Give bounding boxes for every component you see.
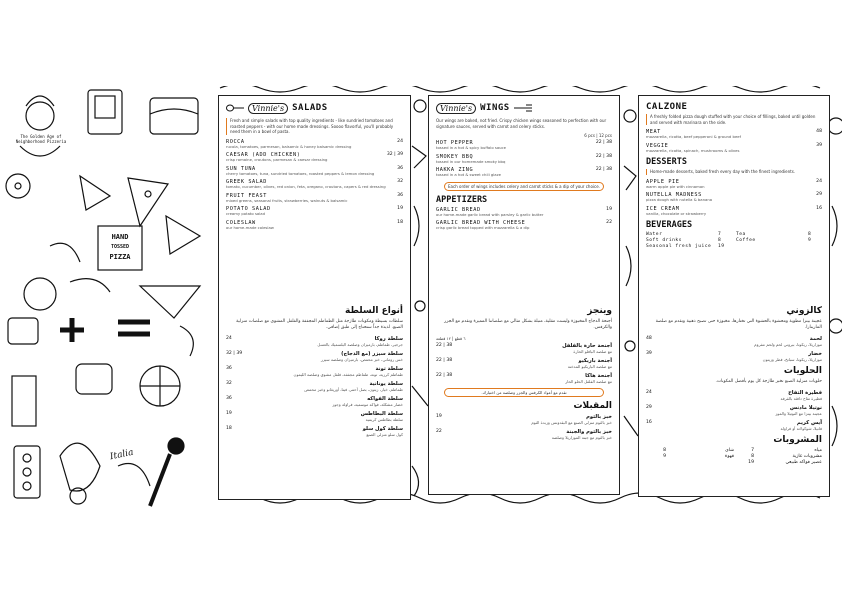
menu-item-price: 22 | 38	[595, 153, 612, 159]
english-section	[436, 100, 612, 308]
hand-tossed-label	[100, 232, 140, 262]
arabic-appetizers-title: المقبلات	[573, 401, 612, 411]
beverage-name: عصير فواكه طبيعي	[785, 460, 822, 465]
menu-panel-salads	[218, 95, 411, 500]
brand-badge: Vinnie's	[248, 103, 288, 114]
menu-item-name: VEGGIE	[646, 142, 669, 149]
arabic-item-price: 39	[646, 351, 652, 356]
leaf-doodle	[80, 176, 110, 210]
arabic-item-name: نوتيلا مادنس	[789, 405, 822, 411]
arabic-menu-item	[226, 336, 403, 347]
arabic-calzone-title: كالزوني	[786, 306, 822, 316]
menu-item-description: mozzarella, ricotta, beef pepperoni & ground beef	[646, 134, 741, 139]
menu-item	[436, 140, 612, 151]
menu-item-description: our home-made coleslaw	[226, 225, 274, 231]
menu-item-price: 24	[397, 138, 403, 144]
menu-item-description: mozzarella, ricotta, spinach, mushrooms & olives	[646, 147, 740, 153]
menu-item-description: tomato, cucumber, olives, red onion, feta, oregano, croutons, capers & red dressing	[226, 184, 386, 190]
arabic-menu-item	[436, 358, 612, 369]
arabic-item-price: 22 | 38	[436, 373, 453, 378]
arabic-item-name: خضار	[808, 351, 822, 357]
menu-item-description: crisp romaine, croutons, parmesan & caesar dressing	[226, 157, 328, 163]
menu-item	[646, 179, 822, 190]
arabic-intro: سلطات بسيطة ومكونات طازجة مثل الطماطم المجففة والفلفل المشوي مع صلصات منزلية الصنع. لذيذة جداً ستحتاج إلى طبق إضافي.	[236, 319, 403, 330]
beverages-title: BEVERAGES	[646, 220, 693, 231]
english-section	[226, 100, 403, 308]
menu-item-price: 48	[816, 129, 822, 134]
menu-item	[436, 154, 612, 165]
menu-item-name: APPLE PIE	[646, 178, 680, 185]
beverage-price: 8	[718, 238, 722, 244]
beverage-name: مشروبات غازية	[792, 454, 822, 459]
menu-item-price: 18	[397, 220, 403, 226]
beverage-price: 8	[808, 232, 812, 238]
arabic-item-description: موزاريلا، ريكوتا، ببروني لحم ولحم مفروم	[754, 342, 822, 347]
portion-headers: 6 pcs | 12 pcs	[584, 133, 612, 138]
hand-tossed-line-2: TOSSED	[110, 244, 130, 250]
cake-doodle	[150, 98, 198, 134]
menu-panel-wings	[428, 95, 620, 495]
menu-item-description: creamy potato salad	[226, 211, 266, 217]
arabic-appetizers-list	[436, 414, 612, 440]
arabic-item-price: 29	[646, 405, 652, 410]
arabic-menu-item	[226, 351, 403, 362]
arabic-menu-list	[226, 336, 403, 437]
arabic-item-name: خبز بالثوم	[586, 414, 612, 420]
plus-doodle	[60, 318, 84, 342]
arabic-item-description: كول سلو منزلي الصنع	[366, 432, 403, 437]
hand-tossed-line-1: HAND	[111, 233, 129, 241]
arabic-beverages-grid	[646, 448, 822, 465]
arabic-item-name: سلطة يونانية	[369, 381, 403, 387]
menu-item	[436, 207, 612, 218]
beverage-name: شاي	[725, 448, 734, 453]
arabic-menu-item	[226, 411, 403, 422]
chef-head-doodle	[26, 102, 54, 130]
brand-badge: Vinnie's	[436, 103, 476, 114]
menu-item-name: SMOKEY BBQ	[436, 153, 474, 160]
menu-item-description: pizza dough with nutella & banana	[646, 197, 713, 203]
arabic-item-description: مع صلصة البافلو الحارة	[573, 349, 612, 354]
arabic-section	[436, 304, 612, 492]
arabic-menu-item	[226, 381, 403, 392]
menu-item-description: tossed in a hot & sweet chili glaze	[436, 172, 501, 178]
menu-item-description: vanilla, chocolate or strawberry	[646, 210, 707, 216]
arabic-item-name: سلطة سيزر (مع الدجاج)	[341, 351, 403, 357]
arabic-item-price: 36	[226, 366, 232, 371]
arabic-wings-list	[436, 343, 612, 384]
arabic-menu-item	[226, 366, 403, 377]
arabic-item-price: 48	[646, 336, 652, 341]
menu-item-description: crisp garlic bread topped with mozzarella & a dip	[436, 225, 530, 231]
menu-item-name: GREEK SALAD	[226, 179, 267, 186]
arabic-item-price: 24	[226, 336, 232, 341]
arabic-item-name: أجنحة حارة بالفلفل	[562, 343, 612, 349]
menu-item-price: 16	[816, 205, 822, 211]
menu-item-name: HAKKA ZING	[436, 167, 474, 174]
equals-doodle	[118, 322, 150, 334]
arabic-portion-headers: ٦ قطع | ١٢ قطعة	[436, 336, 466, 341]
arabic-item-name: أجنحة باربكيو	[578, 358, 612, 364]
arabic-item-description: مع صلصة الباربكيو المدخنة	[567, 364, 612, 369]
arabic-menu-item	[646, 390, 822, 401]
menu-item-description: tossed in a hot & spicy buffalo sauce	[436, 145, 506, 150]
section-title: SALADS	[292, 103, 328, 113]
arabic-item-price: 32 | 39	[226, 351, 243, 356]
arabic-portion-small: ٦ قطع	[454, 336, 466, 341]
arabic-item-price: 32	[226, 381, 232, 386]
menu-item	[436, 220, 612, 231]
menu-item-description: rucola, tomatoes, parmesan, balsamic & honey balsamic dressing	[226, 143, 352, 149]
arabic-calzone-intro: عجينة بيتزا مطوية ومحشوة بالحشوة التي تختارها، مخبوزة حتى تصبح ذهبية وتقدم مع صلصة المارينارا.	[655, 319, 822, 330]
arabic-item-price: 18	[226, 426, 232, 431]
italia-script: Italia	[109, 447, 135, 463]
arabic-item-description: جرجير، طماطم، بارميزان وصلصة البلسميك بالعسل	[317, 342, 403, 347]
appetizers-list	[436, 207, 612, 231]
menu-item-price: 19	[606, 206, 612, 212]
menu-item-price: 32	[397, 179, 403, 185]
menu-item-price: 39	[816, 142, 822, 148]
beverage-price: 19	[748, 460, 754, 465]
arabic-item-price: 22 | 38	[436, 358, 453, 363]
beverage-name: Coffee	[736, 238, 756, 244]
arabic-item-price: 22	[436, 429, 442, 434]
arabic-desserts-list	[646, 390, 822, 431]
hand-tossed-line-3: PIZZA	[109, 253, 131, 261]
arabic-menu-item	[226, 426, 403, 437]
arabic-item-price: 22 | 38	[436, 343, 453, 348]
arabic-menu-item	[436, 429, 612, 440]
arabic-section	[646, 304, 822, 494]
arabic-item-description: خس روماني، خبز محمص، بارميزان وصلصة سيزر	[320, 357, 403, 362]
beverage-price: 7	[718, 232, 722, 238]
menu-item-price: 32 | 39	[386, 152, 403, 158]
doodle-badge: The Golden Age of Neighborhood Pizzeria	[15, 134, 67, 144]
arabic-menu-item	[436, 414, 612, 425]
menu-item	[226, 166, 403, 177]
arabic-item-name: آيس كريم	[796, 420, 822, 426]
arabic-menu-item	[646, 336, 822, 347]
beverage-name: Tea	[736, 232, 746, 238]
arabic-item-description: عجينة بيتزا مع النوتيلا والموز	[775, 411, 822, 416]
arabic-beverages-title: المشروبات	[773, 435, 822, 445]
arabic-section-title: أنواع السلطة	[345, 306, 403, 316]
pizza-circle-doodle	[6, 174, 30, 198]
section-header	[436, 100, 612, 116]
menu-item-price: 24	[816, 178, 822, 184]
beverage-price: 8	[751, 454, 754, 459]
menu-item-description: cherry tomatoes, tuna, sundried tomatoes, roasted peppers & lemon dressing	[226, 170, 375, 176]
menu-item-name: FRUIT FEAST	[226, 192, 267, 199]
scooter-doodle	[60, 443, 100, 491]
calzone-list	[646, 129, 822, 153]
tower-doodle	[12, 376, 36, 426]
menu-item	[226, 179, 403, 190]
menu-item	[646, 129, 822, 140]
menu-item-name: ICE CREAM	[646, 205, 680, 212]
section-header	[226, 100, 403, 116]
arabic-item-name: سلطة الفواكه	[367, 396, 403, 402]
menu-item-name: SUN TUNA	[226, 165, 256, 172]
spoon-icon	[226, 103, 244, 113]
arabic-item-description: فانيلا، شوكولاتة أو فراولة	[780, 426, 822, 431]
arabic-section-title: وينجز	[587, 306, 612, 316]
menu-item-price: 22 | 38	[595, 140, 612, 145]
beverage-price: 7	[751, 448, 754, 453]
beverage-name	[666, 460, 734, 465]
menu-item-name: NUTELLA MADNESS	[646, 192, 702, 199]
arabic-section	[226, 304, 403, 497]
arabic-item-description: فطيرة تفاح دافئة بالقرفة	[780, 396, 822, 401]
arabic-item-name: لحمة	[809, 336, 822, 342]
arabic-item-name: سلطة كول سلو	[362, 426, 403, 432]
menu-item-price: 36	[397, 192, 403, 198]
portion-large: 12 pcs	[598, 133, 612, 138]
arabic-item-description: طماطم كرزية، تونة، طماطم مجففة، فلفل مشوي وصلصة الليمون	[293, 372, 403, 377]
beverage-name	[736, 244, 808, 249]
portion-small: 6 pcs	[584, 133, 595, 138]
bird-doodle	[24, 278, 56, 310]
menu-item	[226, 193, 403, 204]
microphone-doodle	[150, 454, 170, 506]
menu-item-description: warm apple pie with cinnamon	[646, 183, 705, 189]
arabic-item-name: فطيرة التفاح	[788, 390, 822, 396]
menu-item-name: GARLIC BREAD WITH CHEESE	[436, 220, 526, 227]
beverage-name: قهوة	[724, 454, 734, 459]
menu-item-price: 29	[816, 192, 822, 198]
beverage-name: Water	[646, 232, 663, 238]
arabic-item-description: خبز بالثوم منزلي الصنع مع البقدونس وزبدة الثوم	[531, 420, 612, 425]
beverage-price: 19	[718, 244, 725, 250]
arabic-item-description: خضار مشكلة، فواكه موسمية، فراولة وجوز	[332, 402, 403, 407]
desserts-list	[646, 179, 822, 217]
menu-item	[226, 152, 403, 163]
arabic-menu-item	[646, 405, 822, 416]
arabic-item-description: مع صلصة الفلفل الحلو الحار	[565, 379, 612, 384]
arabic-item-description: موزاريلا، ريكوتا، سبانخ، فطر وزيتون	[762, 357, 822, 362]
section-title: WINGS	[480, 103, 510, 113]
arabic-item-price: 36	[226, 396, 232, 401]
arabic-calzone-list	[646, 336, 822, 362]
menu-item-name: COLESLAW	[226, 220, 256, 227]
beverage-name: Soft drinks	[646, 238, 682, 244]
beverage-price	[646, 460, 666, 465]
menu-item	[226, 206, 403, 217]
menu-item-description: our home-made garlic bread with parsley & garlic butter	[436, 211, 544, 217]
beverage-price: 8	[663, 448, 666, 453]
wings-note: Each order of wings includes celery and carrot sticks & a dip of your choice.	[444, 182, 604, 191]
fork-icon	[514, 103, 532, 113]
arabic-item-name: سلطة روكا	[374, 336, 403, 342]
menu-panel-calzone	[638, 95, 830, 497]
menu-item	[226, 139, 403, 150]
menu-item-description: mixed greens, seasonal fruits, strawberries, walnuts & balsamic	[226, 197, 348, 203]
menu-list	[226, 139, 403, 231]
beverage-name: Seasonal fresh juice	[646, 244, 712, 250]
menu-item-name: ROCCA	[226, 138, 245, 145]
beverage-price	[808, 244, 822, 249]
menu-item	[646, 206, 822, 217]
arabic-item-price: 24	[646, 390, 652, 395]
arabic-menu-item	[646, 420, 822, 431]
arabic-desserts-title: الحلويات	[783, 366, 822, 376]
arabic-item-description: خبز بالثوم مع جبنة الموزاريلا وصلصة	[551, 435, 612, 440]
arabic-menu-item	[646, 351, 822, 362]
arabic-item-price: 19	[436, 414, 442, 419]
menu-item-name: POTATO SALAD	[226, 206, 271, 213]
calzone-intro: A freshly folded pizza dough stuffed with your choice of fillings, baked until golden and served with marinara on the side.	[646, 114, 822, 125]
arabic-item-name: سلطة البطاطس	[360, 411, 403, 417]
arabic-desserts-intro: حلويات منزلية الصنع تخبز طازجة كل يوم بأفضل المكونات.	[715, 379, 822, 384]
menu-item	[226, 220, 403, 231]
calzone-title: CALZONE	[646, 102, 688, 112]
arabic-item-name: خبز بالثوم والجبنة	[566, 429, 612, 435]
menu-item-price: 22	[606, 220, 612, 226]
arabic-menu-item	[436, 373, 612, 384]
menu-item-name: GARLIC BREAD	[436, 206, 481, 213]
desserts-title: DESSERTS	[646, 157, 687, 168]
wings-list	[436, 140, 612, 178]
menu-item	[646, 192, 822, 203]
arabic-wings-note: تقدم مع أعواد الكرفس والجزر وصلصة من اختيارك.	[444, 388, 604, 397]
arabic-item-description: سلطة بطاطس كريمية	[365, 417, 403, 422]
appetizers-title: APPETIZERS	[436, 194, 488, 205]
arabic-portion-large: ١٢ قطعة	[436, 336, 451, 341]
menu-item	[436, 167, 612, 178]
arabic-item-name: سلطة تونة	[375, 366, 403, 372]
menu-item-name: MEAT	[646, 129, 661, 135]
arabic-menu-item	[436, 343, 612, 354]
menu-item-name: HOT PEPPER	[436, 140, 474, 146]
arabic-item-price: 19	[226, 411, 232, 416]
section-intro: Our wings are baked, not fried. Crispy chicken wings seasoned to perfection with our signature sauces, served with carrot and celery sticks.	[436, 118, 607, 129]
arabic-item-description: طماطم، خيار، زيتون، بصل أحمر، فيتا، أوريغانو وخبز محمص	[304, 387, 403, 392]
menu-item-description: tossed in our homemade smoky bbq	[436, 158, 506, 164]
desserts-intro: Home-made desserts, baked fresh every day with the finest ingredients.	[646, 169, 822, 175]
english-section	[646, 100, 822, 308]
beverage-price: 9	[663, 454, 666, 459]
menu-item-name: CAESAR (ADD CHICKEN)	[226, 152, 301, 159]
menu-item-price: 19	[397, 206, 403, 212]
robot-doodle	[76, 364, 112, 394]
pizza-slice-doodle	[128, 178, 168, 226]
menu-item-price: 22 | 38	[595, 167, 612, 173]
arabic-intro: أجنحة الدجاج المخبوزة وليست مقلية، متبلة بشكل مثالي مع صلصاتنا المميزة وتقدم مع الجزر والكرفس.	[444, 319, 612, 330]
arabic-item-name: أجنحة هاكا	[585, 373, 612, 379]
beverage-price: 9	[808, 238, 812, 244]
menu-item	[646, 143, 822, 154]
beverages-grid	[646, 232, 822, 249]
beverage-name: مياه	[814, 448, 822, 453]
arabic-menu-item	[226, 396, 403, 407]
arabic-item-price: 16	[646, 420, 652, 425]
section-intro: Fresh and simple salads with top quality ingredients - like sundried tomatoes and roasted peppers - with our home made dressings. Soooo flavorful, you'll probably need them in a bowl of pasta.	[226, 118, 403, 135]
menu-item-price: 36	[397, 165, 403, 171]
